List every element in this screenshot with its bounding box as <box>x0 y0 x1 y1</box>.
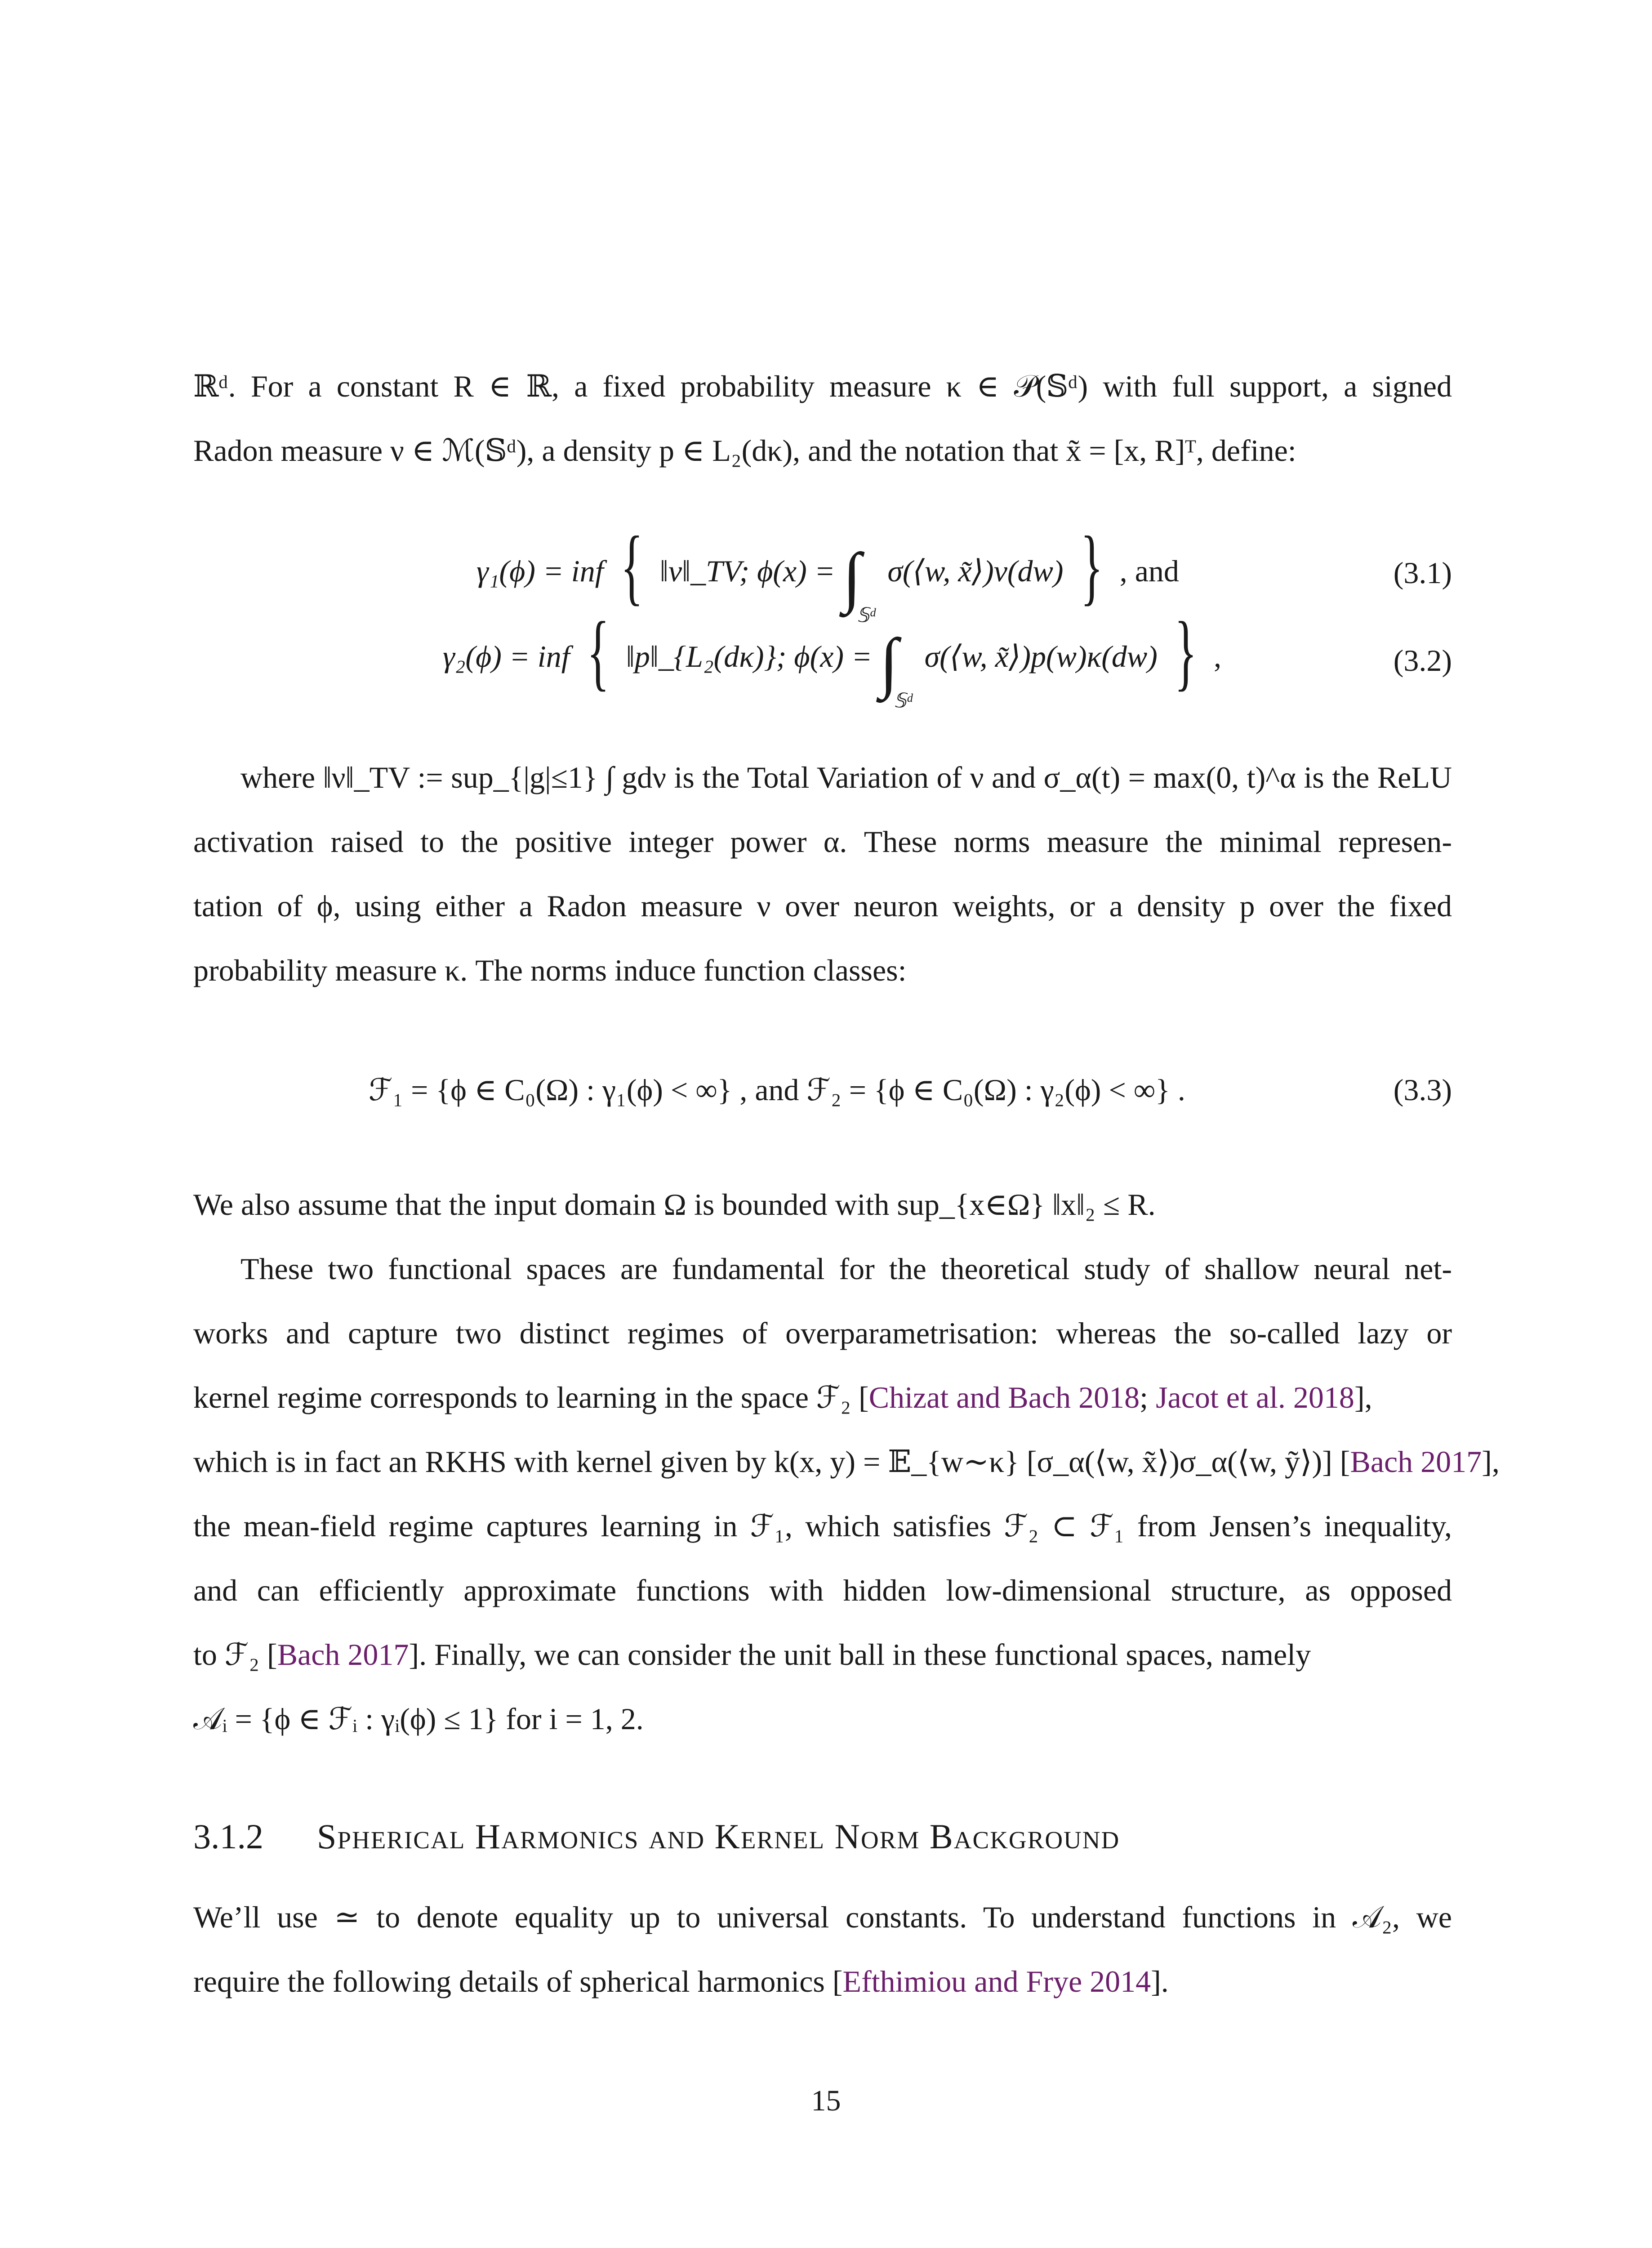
text-line: and can efficiently approximate functions with hidden low-dimensional structure, as opposed <box>193 1573 1452 1607</box>
equation-body: ‖p‖_{L₂(dκ)}; ϕ(x) = <box>626 639 880 674</box>
text-line: where ‖ν‖_TV := sup_{|g|≤1} ∫ gdν is the Total Variation of ν and σ_α(t) = max(0, t)^α is the ReLU <box>240 760 1452 794</box>
text-segment: to ℱ₂ [ <box>193 1637 277 1672</box>
text-segment: kernel regime corresponds to learning in the space ℱ₂ [ <box>193 1380 869 1414</box>
text-segment: ], <box>1354 1380 1372 1414</box>
citation-link[interactable]: Jacot et al. 2018 <box>1156 1380 1354 1414</box>
text-line: ℝᵈ. For a constant R ∈ ℝ, a fixed probability measure κ ∈ 𝒫(𝕊ᵈ) with full support, a signed <box>193 369 1452 403</box>
integral-domain: 𝕊ᵈ <box>856 604 876 626</box>
citation-link[interactable]: Efthimiou and Frye 2014 <box>842 1964 1151 1998</box>
text-line: These two functional spaces are fundamental for the theoretical study of shallow neural net- <box>240 1252 1452 1286</box>
equation-tail: , <box>1214 639 1222 674</box>
integral-sign: $\int_{𝕊ᵈ}$ <box>879 625 913 712</box>
text-line: 𝒜ᵢ = {ϕ ∈ ℱᵢ : γᵢ(ϕ) ≤ 1} for i = 1, 2. <box>193 1702 644 1736</box>
text-segment: ], <box>1482 1445 1500 1479</box>
section-heading <box>193 1816 1120 1857</box>
text-line: probability measure κ. The norms induce function classes: <box>193 953 907 987</box>
equation-number: (3.3) <box>1393 1073 1452 1107</box>
text-line <box>193 1380 1452 1415</box>
text-line <box>193 1964 1452 1999</box>
right-brace: } <box>1174 605 1197 699</box>
text-line: activation raised to the positive integer power α. These norms measure the minimal represen- <box>193 825 1452 859</box>
equation-integrand: σ(⟨w, x̃⟩)ν(dw) <box>887 554 1064 588</box>
left-brace: { <box>620 519 643 614</box>
text-line: We’ll use ≃ to denote equality up to universal constants. To understand functions in 𝒜₂, we <box>193 1900 1452 1934</box>
equation-number: (3.1) <box>1393 556 1452 590</box>
right-brace: } <box>1080 519 1103 614</box>
citation-link[interactable]: Bach 2017 <box>1350 1445 1482 1479</box>
equation-body: ‖ν‖_TV; ϕ(x) = <box>659 554 843 588</box>
section-number: 3.1.2 <box>193 1817 263 1856</box>
text-line <box>193 1444 1500 1480</box>
text-segment: ]. <box>1151 1964 1169 1998</box>
text-line: tation of ϕ, using either a Radon measure ν over neuron weights, or a density p over the fixed <box>193 889 1452 923</box>
text-line: the mean-field regime captures learning in ℱ₁, which satisfies ℱ₂ ⊂ ℱ₁ from Jensen’s inequality, <box>193 1509 1452 1543</box>
text-line <box>193 1637 1452 1673</box>
left-brace: { <box>587 605 610 699</box>
text-line: We also assume that the input domain Ω is bounded with sup_{x∈Ω} ‖x‖₂ ≤ R. <box>193 1187 1156 1222</box>
equation-3-1 <box>476 519 1179 626</box>
text-line: Radon measure ν ∈ ℳ(𝕊ᵈ), a density p ∈ L₂(dκ), and the notation that x̃ = [x, R]ᵀ, define: <box>193 433 1296 468</box>
equation-integrand: σ(⟨w, x̃⟩)p(w)κ(dw) <box>924 639 1158 674</box>
citation-link[interactable]: Chizat and Bach 2018 <box>868 1380 1140 1414</box>
text-line: works and capture two distinct regimes of overparametrisation: whereas the so-called lazy or <box>193 1316 1452 1350</box>
equation-3-2 <box>443 605 1222 712</box>
text-segment: ; <box>1140 1380 1156 1414</box>
equation-3-3: ℱ₁ = {ϕ ∈ C₀(Ω) : γ₁(ϕ) < ∞} , and ℱ₂ = {ϕ ∈ C₀(Ω) : γ₂(ϕ) < ∞} . <box>369 1073 1185 1107</box>
equation-tail: , and <box>1119 554 1179 588</box>
page-number: 15 <box>811 2084 841 2117</box>
text-segment: ]. Finally, we can consider the unit ball in these functional spaces, namely <box>409 1637 1311 1672</box>
text-segment: require the following details of spherical harmonics [ <box>193 1964 843 1998</box>
section-title: Spherical Harmonics and Kernel Norm Background <box>317 1817 1120 1856</box>
citation-link[interactable]: Bach 2017 <box>277 1637 409 1672</box>
equation-number: (3.2) <box>1393 643 1452 678</box>
integral-sign: $\int_{𝕊ᵈ}$ <box>842 540 876 626</box>
integral-domain: 𝕊ᵈ <box>894 690 913 712</box>
text-segment: which is in fact an RKHS with kernel given by k(x, y) = 𝔼_{w∼κ} [σ_α(⟨w, x̃⟩)σ_α(⟨w, ỹ⟩)] [ <box>193 1445 1350 1479</box>
equation-lhs: γ₁(ϕ) = inf <box>476 554 604 588</box>
equation-lhs: γ₂(ϕ) = inf <box>443 639 570 674</box>
